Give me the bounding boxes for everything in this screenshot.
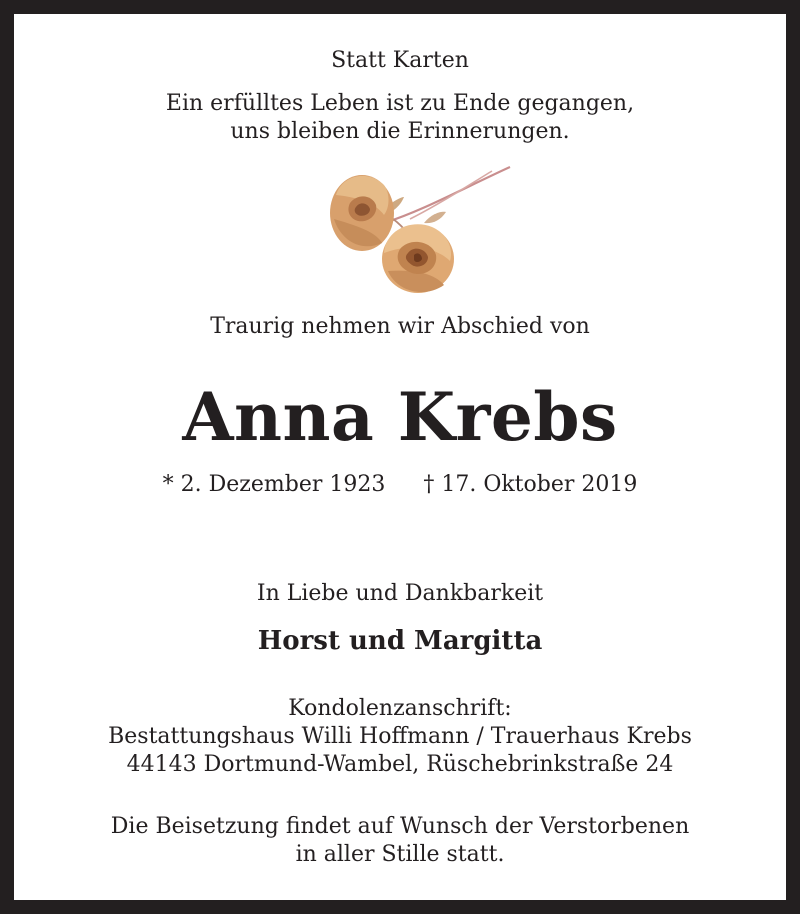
condolence-address-line-2: 44143 Dortmund-Wambel, Rüschebrinkstraße 24 (126, 752, 674, 777)
intro-line-2: uns bleiben die Erinnerungen. (230, 119, 570, 144)
deceased-name: Anna Krebs (182, 378, 618, 456)
condolence-address-line-1: Bestattungshaus Willi Hoffmann / Trauerhaus Krebs (108, 724, 692, 749)
condolence-label: Kondolenzanschrift: (288, 696, 512, 721)
statt-karten-heading: Statt Karten (331, 48, 469, 73)
dried-roses-image (292, 163, 514, 305)
intro-line-1: Ein erfülltes Leben ist zu Ende gegangen, (165, 91, 635, 116)
death-date: † 17. Oktober 2019 (423, 472, 638, 497)
mourners-names: Horst und Margitta (257, 626, 543, 656)
farewell-line: Traurig nehmen wir Abschied von (210, 314, 590, 339)
burial-note-line-1: Die Beisetzung findet auf Wunsch der Verstorbenen (110, 814, 690, 839)
burial-note-line-2: in aller Stille statt. (295, 842, 505, 867)
life-dates (0, 472, 800, 497)
birth-date: * 2. Dezember 1923 (162, 472, 386, 497)
dedication-line: In Liebe und Dankbarkeit (256, 581, 544, 606)
